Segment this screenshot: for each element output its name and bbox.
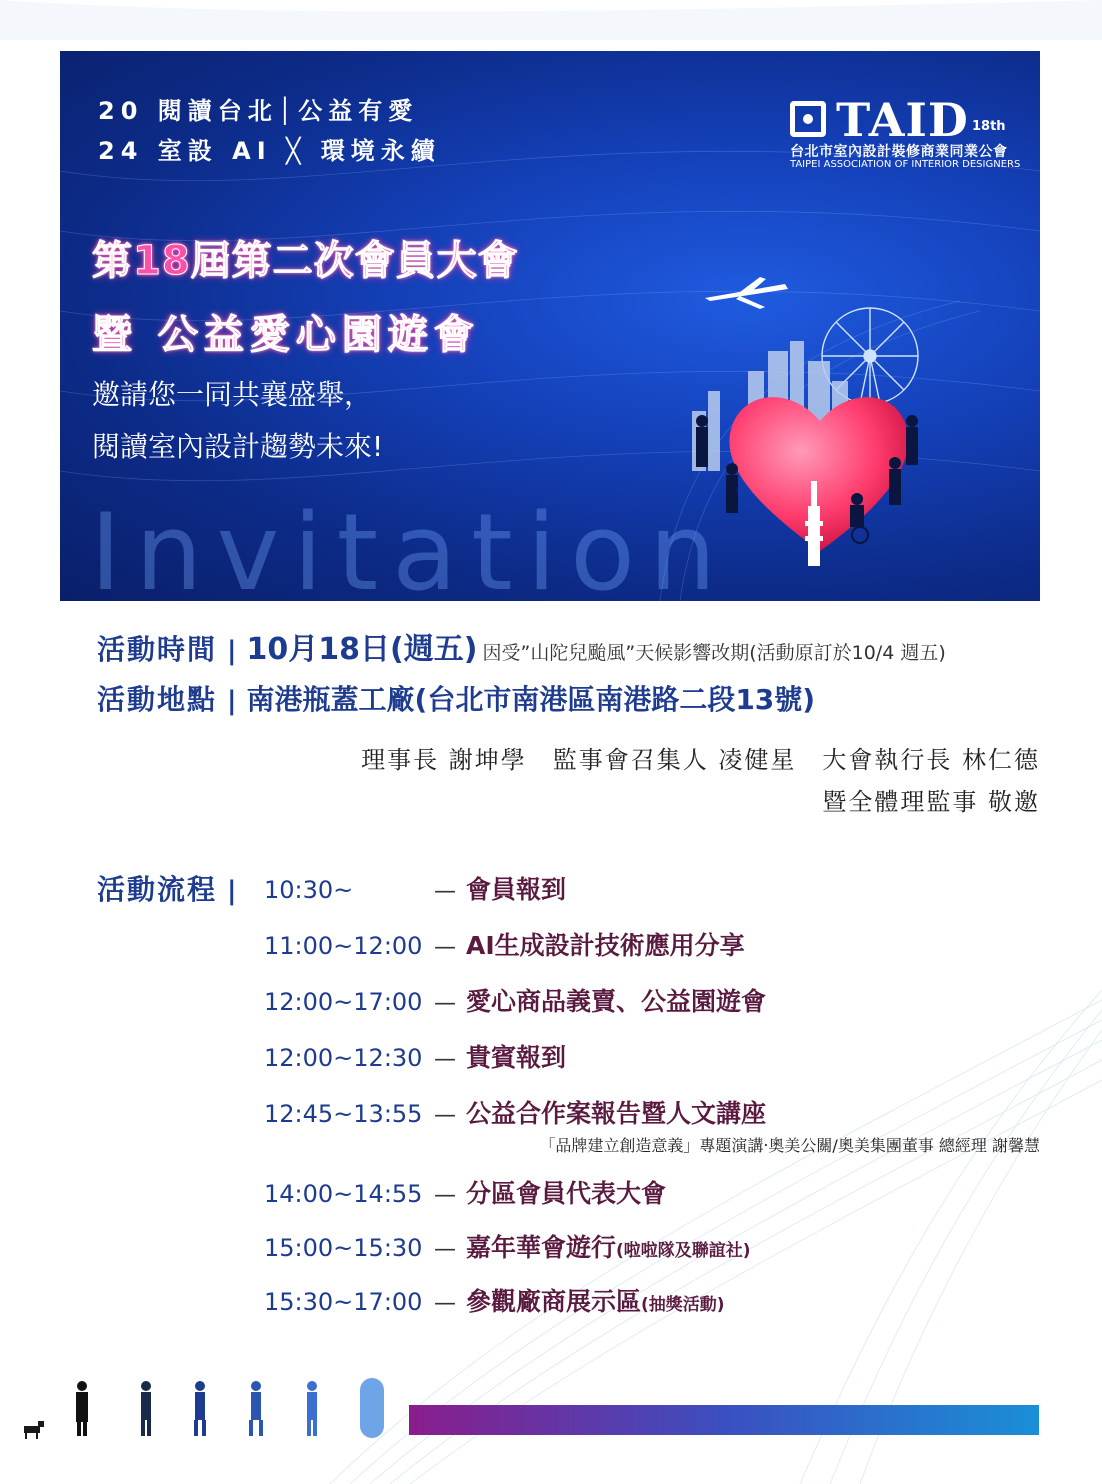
footer-gradient-bar <box>409 1405 1039 1435</box>
event-date-note: 因受”山陀兒颱風”天候影響改期(活動原訂於10/4 週五) <box>482 642 946 664</box>
invite-subtitle-line-2: 閱讀室內設計趨勢未來! <box>92 430 384 463</box>
event-venue: 南港瓶蓋工廠(台北市南港區南港路二段13號) <box>246 683 816 716</box>
dog-icon <box>24 1421 44 1439</box>
schedule-time: 15:00~15:30 <box>264 1234 423 1262</box>
event-time-row <box>97 624 946 668</box>
separator: | <box>227 876 237 906</box>
schedule-event: 參觀廠商展示區 <box>466 1287 642 1316</box>
event-date: 10月18日(週五) <box>246 632 478 667</box>
schedule-label: 活動流程 <box>97 873 218 906</box>
logo-chinese-name: 台北市室內設計裝修商業同業公會 <box>790 144 1008 160</box>
schedule-event: 公益合作案報告暨人文講座 <box>466 1099 767 1128</box>
schedule-time: 10:30~ <box>264 876 354 904</box>
schedule-event: 貴賓報到 <box>466 1043 567 1072</box>
schedule-item: 15:00~15:30 — 嘉年華會遊行(啦啦隊及聯誼社) <box>264 1233 751 1262</box>
logo-edition: 18th <box>972 119 1006 134</box>
taid-logo <box>790 95 1020 175</box>
schedule-item: 12:45~13:55 — 公益合作案報告暨人文講座 <box>264 1099 767 1128</box>
schedule-event: 嘉年華會遊行 <box>466 1233 617 1262</box>
schedule-event: 愛心商品義賣、公益園遊會 <box>466 987 767 1016</box>
schedule-time: 11:00~12:00 <box>264 932 423 960</box>
invitation-watermark: Invitation <box>90 491 731 601</box>
schedule-time: 15:30~17:00 <box>264 1288 423 1316</box>
footer-silhouettes <box>0 1370 400 1450</box>
schedule-event: 會員報到 <box>466 875 567 904</box>
logo-text: TAID <box>836 93 969 147</box>
schedule-time: 12:45~13:55 <box>264 1100 423 1128</box>
schedule-label-row <box>97 868 247 908</box>
schedule-event: 分區會員代表大會 <box>466 1179 667 1208</box>
hosts-line-1: 理事長 謝坤學 監事會召集人 凌健星 大會執行長 林仁德 <box>361 746 1040 774</box>
event-title-line-2: 暨 公益愛心園遊會 <box>92 312 480 358</box>
schedule-item: 15:30~17:00 — 參觀廠商展示區(抽獎活動) <box>264 1287 725 1316</box>
schedule-time: 12:00~12:30 <box>264 1044 423 1072</box>
schedule-time: 12:00~17:00 <box>264 988 423 1016</box>
schedule-item: 11:00~12:00 — AI生成設計技術應用分享 <box>264 931 745 960</box>
schedule-event: AI生成設計技術應用分享 <box>466 931 745 960</box>
taid-logo-mark-icon <box>790 101 826 137</box>
schedule-item: 12:00~12:30 — 貴賓報到 <box>264 1043 567 1072</box>
slogan-line-1: 20 閱讀台北│公益有愛 <box>98 97 419 125</box>
invitation-banner <box>60 51 1040 601</box>
event-place-label: 活動地點 <box>97 683 218 716</box>
event-time-label: 活動時間 <box>97 633 218 666</box>
hosts-line-2: 暨全體理監事 敬邀 <box>822 788 1040 816</box>
person-icon <box>307 1381 317 1436</box>
slogan-line-2: 24 室設 AI ╳ 環境永續 <box>98 137 441 165</box>
airplane-icon <box>705 277 788 309</box>
schedule-item: 10:30~ — 會員報到 <box>264 875 567 904</box>
event-place-row <box>97 678 815 718</box>
schedule-item: 14:00~14:55 — 分區會員代表大會 <box>264 1179 667 1208</box>
separator: | <box>227 636 237 666</box>
person-icon <box>249 1381 263 1436</box>
schedule-event-note: (抽獎活動) <box>641 1295 725 1315</box>
invite-subtitle-line-1: 邀請您一同共襄盛舉， <box>92 378 373 411</box>
capsule-door-icon <box>360 1378 384 1438</box>
person-icon <box>194 1381 206 1436</box>
person-icon <box>141 1381 151 1436</box>
event-title-line-1: 第18屆第二次會員大會 <box>92 238 519 284</box>
person-icon <box>76 1381 88 1436</box>
schedule-item: 12:00~17:00 — 愛心商品義賣、公益園遊會 <box>264 987 767 1016</box>
logo-english-name: TAIPEI ASSOCIATION OF INTERIOR DESIGNERS <box>790 159 1021 170</box>
lecture-description: 「品牌建立創造意義」專題演講‧奧美公關/奧美集團董事 總經理 謝馨慧 <box>539 1136 1040 1155</box>
schedule-time: 14:00~14:55 <box>264 1180 423 1208</box>
separator: | <box>227 686 237 716</box>
schedule-event-note: (啦啦隊及聯誼社) <box>616 1241 751 1261</box>
